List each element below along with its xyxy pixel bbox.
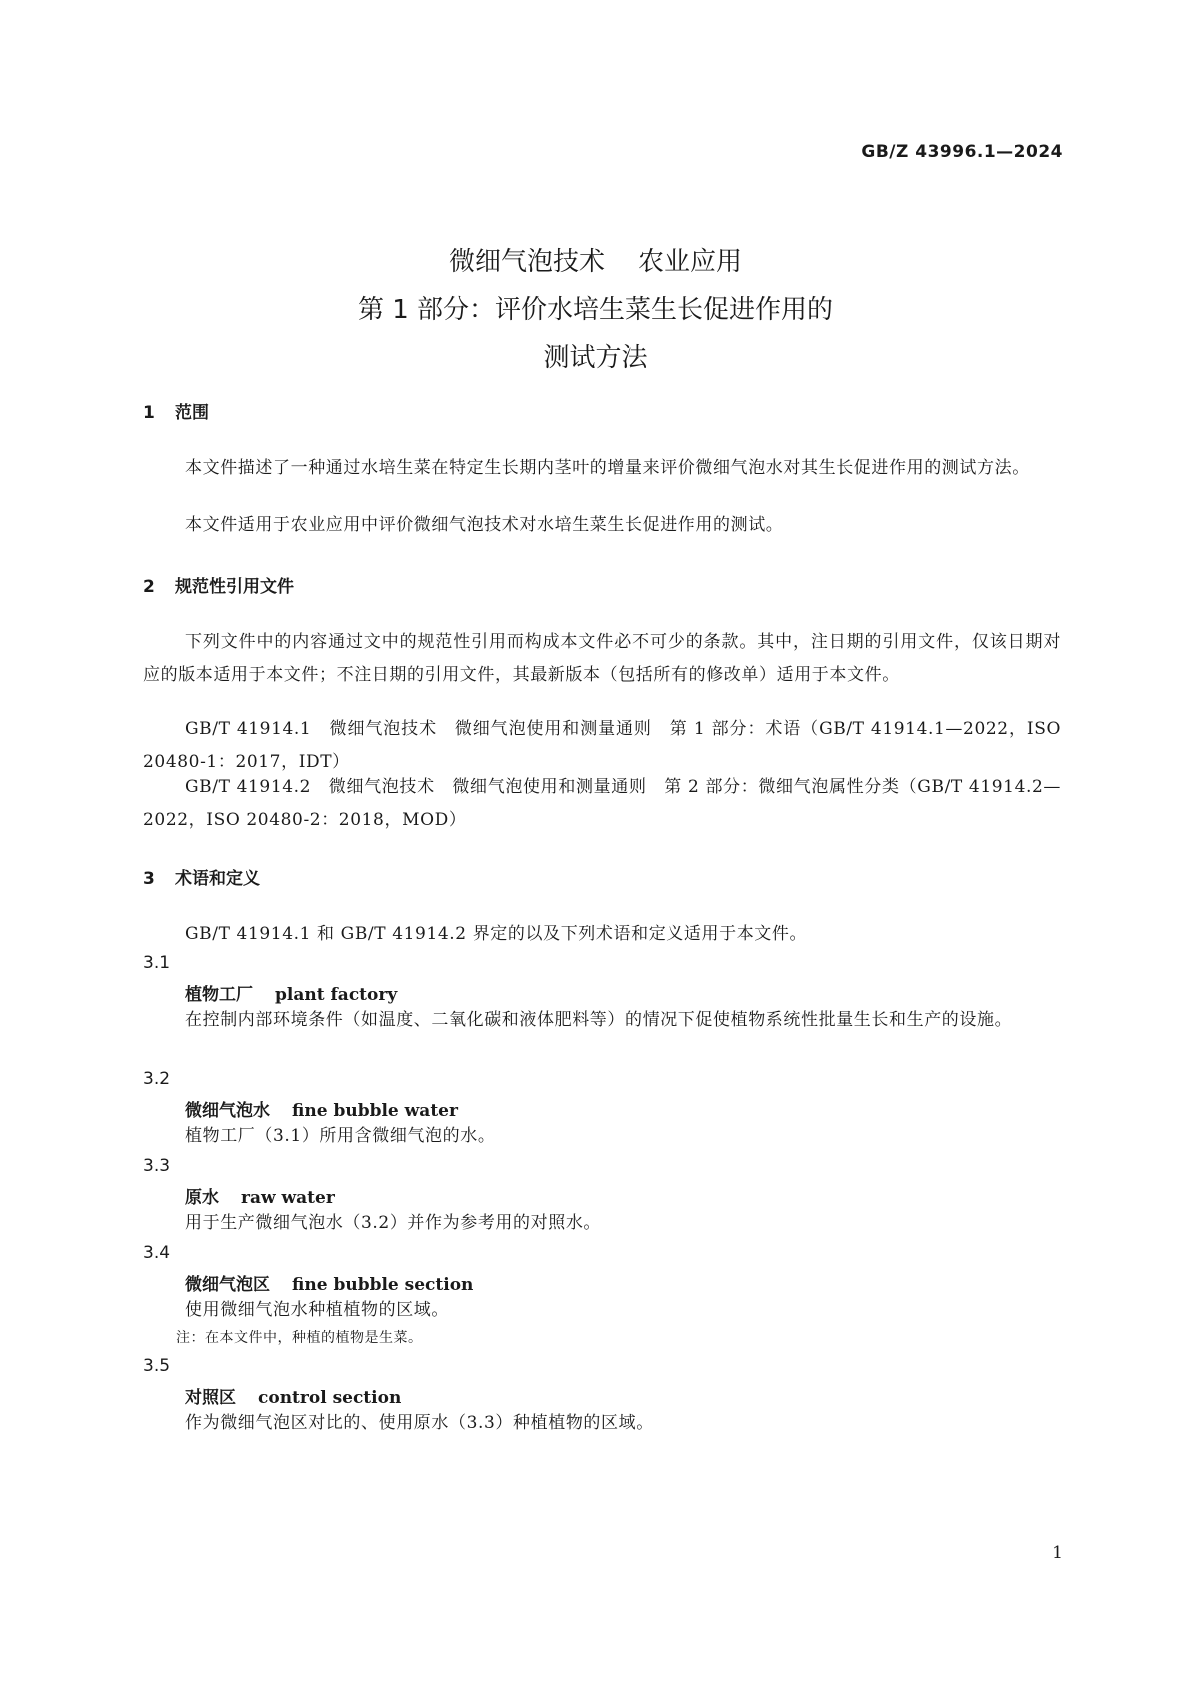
- term-note: [176, 1327, 423, 1347]
- term-chinese: 微细气泡水: [185, 1101, 270, 1121]
- section-number: 2: [143, 577, 155, 597]
- term-english: plant factory: [275, 985, 398, 1005]
- term-definition: 在控制内部环境条件（如温度、二氧化碳和液体肥料等）的情况下促使植物系统性批量生长和生产的设施。: [185, 1010, 1013, 1030]
- term-heading: [185, 1096, 458, 1121]
- normative-references-paragraph: 下列文件中的内容通过文中的规范性引用而构成本文件必不可少的条款。其中，注日期的引用文件，仅该日期对应的版本适用于本文件；不注日期的引用文件，其最新版本（包括所有的修改单）适用于本文件。: [143, 632, 1061, 685]
- term-number: 3.2: [143, 1069, 171, 1089]
- scope-paragraph-2: 本文件适用于农业应用中评价微细气泡技术对水培生菜生长促进作用的测试。: [185, 515, 784, 535]
- scope-paragraph-1: 本文件描述了一种通过水培生菜在特定生长期内茎叶的增量来评价微细气泡水对其生长促进作用的测试方法。: [185, 458, 1030, 478]
- term-definition: 作为微细气泡区对比的、使用原水（3.3）种植植物的区域。: [185, 1413, 654, 1433]
- term-number: 3.3: [143, 1156, 171, 1176]
- term-heading: [185, 1270, 473, 1295]
- term-heading: [185, 980, 397, 1005]
- term-chinese: 植物工厂: [185, 985, 253, 1005]
- title-line-3: 测试方法: [543, 343, 648, 373]
- term-number: 3.4: [143, 1243, 171, 1263]
- section-title: 术语和定义: [175, 869, 260, 889]
- section-3-heading: [143, 864, 260, 889]
- term-definition: 植物工厂（3.1）所用含微细气泡的水。: [185, 1126, 496, 1146]
- term-english: fine bubble section: [292, 1275, 474, 1295]
- term-chinese: 对照区: [185, 1388, 236, 1408]
- reference-gbt-41914-1: GB/T 41914.1 微细气泡技术 微细气泡使用和测量通则 第 1 部分：术语（GB/T 41914.1—2022，ISO 20480-1：2017，IDT）: [143, 719, 1061, 772]
- page-number: 1: [1052, 1543, 1063, 1563]
- section-1-heading: [143, 398, 209, 423]
- document-title: [0, 238, 1191, 382]
- title-line-2: 第 1 部分：评价水培生菜生长促进作用的: [357, 295, 834, 325]
- term-english: fine bubble water: [292, 1101, 458, 1121]
- terms-intro-paragraph: GB/T 41914.1 和 GB/T 41914.2 界定的以及下列术语和定义适用于本文件。: [185, 924, 808, 944]
- term-definition: 用于生产微细气泡水（3.2）并作为参考用的对照水。: [185, 1213, 602, 1233]
- term-english: raw water: [241, 1188, 335, 1208]
- term-chinese: 原水: [185, 1188, 219, 1208]
- section-number: 3: [143, 869, 155, 889]
- term-heading: [185, 1383, 401, 1408]
- term-heading: [185, 1183, 335, 1208]
- term-definition: 使用微细气泡水种植植物的区域。: [185, 1300, 449, 1320]
- term-english: control section: [258, 1388, 402, 1408]
- term-chinese: 微细气泡区: [185, 1275, 270, 1295]
- section-2-heading: [143, 572, 294, 597]
- standard-code: GB/Z 43996.1—2024: [861, 142, 1063, 162]
- term-number: 3.5: [143, 1356, 171, 1376]
- section-title: 规范性引用文件: [175, 577, 294, 597]
- section-number: 1: [143, 403, 155, 423]
- note-label: 注：: [176, 1330, 205, 1346]
- section-title: 范围: [175, 403, 209, 423]
- reference-gbt-41914-2: GB/T 41914.2 微细气泡技术 微细气泡使用和测量通则 第 2 部分：微细气泡属性分类（GB/T 41914.2—2022，ISO 20480-2：2018，MOD）: [143, 777, 1061, 830]
- term-number: 3.1: [143, 953, 171, 973]
- title-line-1: 微细气泡技术 农业应用: [448, 247, 743, 277]
- note-text: 在本文件中，种植的植物是生菜。: [205, 1330, 423, 1346]
